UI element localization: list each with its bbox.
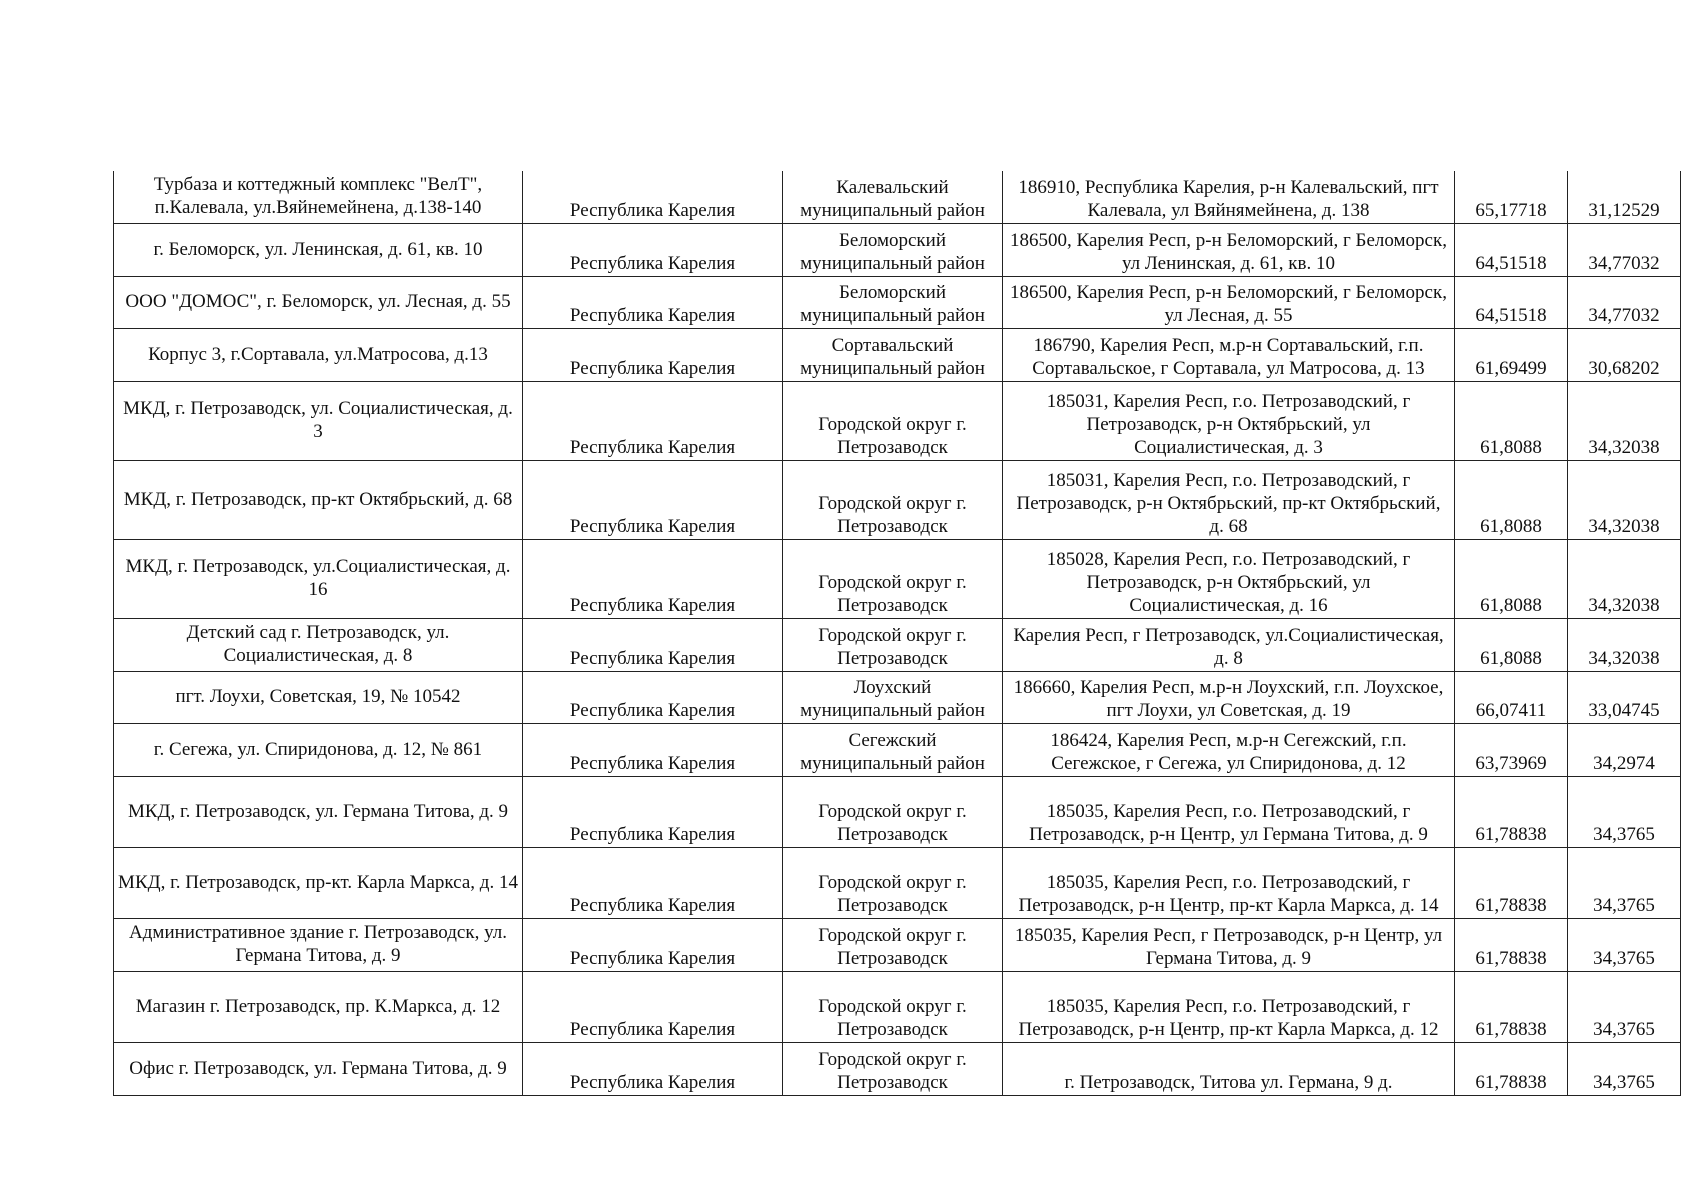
cell-address: 185031, Карелия Респ, г.о. Петрозаводский, г Петрозаводск, р-н Октябрьский, пр-кт Октябрьский, д. 68 xyxy=(1003,460,1455,539)
cell-region: Республика Карелия xyxy=(523,1042,783,1095)
cell-object-name: пгт. Лоухи, Советская, 19, № 10542 xyxy=(114,671,523,723)
cell-address: г. Петрозаводск, Титова ул. Германа, 9 д. xyxy=(1003,1042,1455,1095)
cell-address: 185031, Карелия Респ, г.о. Петрозаводский, г Петрозаводск, р-н Октябрьский, ул Социалистическая, д. 3 xyxy=(1003,381,1455,460)
cell-address: 185035, Карелия Респ, г.о. Петрозаводский, г Петрозаводск, р-н Центр, ул Германа Титова, д. 9 xyxy=(1003,776,1455,847)
cell-latitude: 61,69499 xyxy=(1455,328,1568,381)
cell-object-name: МКД, г. Петрозаводск, ул. Социалистическая, д. 3 xyxy=(114,381,523,460)
table-row xyxy=(114,776,1681,847)
cell-latitude: 64,51518 xyxy=(1455,276,1568,328)
cell-district: Городской округ г. Петрозаводск xyxy=(783,847,1003,918)
cell-district: Городской округ г. Петрозаводск xyxy=(783,1042,1003,1095)
cell-longitude: 34,3765 xyxy=(1568,847,1681,918)
cell-region: Республика Карелия xyxy=(523,539,783,618)
table-row xyxy=(114,460,1681,539)
cell-latitude: 64,51518 xyxy=(1455,223,1568,276)
cell-district: Городской округ г. Петрозаводск xyxy=(783,539,1003,618)
cell-district: Сегежский муниципальный район xyxy=(783,723,1003,776)
table-row xyxy=(114,971,1681,1042)
cell-longitude: 34,3765 xyxy=(1568,1042,1681,1095)
cell-object-name: Административное здание г. Петрозаводск, ул. Германа Титова, д. 9 xyxy=(114,918,523,971)
cell-address: 185035, Карелия Респ, г Петрозаводск, р-н Центр, ул Германа Титова, д. 9 xyxy=(1003,918,1455,971)
cell-longitude: 34,32038 xyxy=(1568,381,1681,460)
cell-latitude: 65,17718 xyxy=(1455,171,1568,223)
cell-object-name: МКД, г. Петрозаводск, пр-кт. Карла Маркса, д. 14 xyxy=(114,847,523,918)
cell-region: Республика Карелия xyxy=(523,171,783,223)
table-row xyxy=(114,1042,1681,1095)
cell-object-name: г. Сегежа, ул. Спиридонова, д. 12, № 861 xyxy=(114,723,523,776)
cell-address: Карелия Респ, г Петрозаводск, ул.Социалистическая, д. 8 xyxy=(1003,618,1455,671)
cell-region: Республика Карелия xyxy=(523,671,783,723)
cell-district: Калевальский муниципальный район xyxy=(783,171,1003,223)
cell-latitude: 61,78838 xyxy=(1455,971,1568,1042)
cell-longitude: 34,3765 xyxy=(1568,971,1681,1042)
cell-object-name: МКД, г. Петрозаводск, ул.Социалистическая, д. 16 xyxy=(114,539,523,618)
cell-longitude: 33,04745 xyxy=(1568,671,1681,723)
table-row xyxy=(114,671,1681,723)
table-row xyxy=(114,276,1681,328)
cell-latitude: 63,73969 xyxy=(1455,723,1568,776)
cell-region: Республика Карелия xyxy=(523,971,783,1042)
cell-region: Республика Карелия xyxy=(523,776,783,847)
cell-longitude: 34,3765 xyxy=(1568,776,1681,847)
cell-latitude: 66,07411 xyxy=(1455,671,1568,723)
cell-object-name: Магазин г. Петрозаводск, пр. К.Маркса, д. 12 xyxy=(114,971,523,1042)
cell-latitude: 61,78838 xyxy=(1455,776,1568,847)
cell-object-name: Корпус 3, г.Сортавала, ул.Матросова, д.13 xyxy=(114,328,523,381)
cell-latitude: 61,8088 xyxy=(1455,381,1568,460)
cell-longitude: 34,3765 xyxy=(1568,918,1681,971)
cell-object-name: МКД, г. Петрозаводск, пр-кт Октябрьский, д. 68 xyxy=(114,460,523,539)
table-body xyxy=(114,171,1681,1095)
cell-latitude: 61,78838 xyxy=(1455,1042,1568,1095)
cell-region: Республика Карелия xyxy=(523,328,783,381)
cell-longitude: 34,77032 xyxy=(1568,276,1681,328)
cell-address: 186790, Карелия Респ, м.р-н Сортавальский, г.п. Сортавальское, г Сортавала, ул Матросова, д. 13 xyxy=(1003,328,1455,381)
cell-district: Городской округ г. Петрозаводск xyxy=(783,460,1003,539)
cell-district: Беломорский муниципальный район xyxy=(783,223,1003,276)
table-row xyxy=(114,381,1681,460)
cell-longitude: 31,12529 xyxy=(1568,171,1681,223)
cell-object-name: Детский сад г. Петрозаводск, ул. Социалистическая, д. 8 xyxy=(114,618,523,671)
cell-region: Республика Карелия xyxy=(523,276,783,328)
cell-district: Городской округ г. Петрозаводск xyxy=(783,618,1003,671)
cell-longitude: 34,32038 xyxy=(1568,618,1681,671)
cell-longitude: 34,77032 xyxy=(1568,223,1681,276)
cell-region: Республика Карелия xyxy=(523,847,783,918)
table-row xyxy=(114,847,1681,918)
table-row xyxy=(114,223,1681,276)
cell-longitude: 34,32038 xyxy=(1568,460,1681,539)
cell-district: Городской округ г. Петрозаводск xyxy=(783,971,1003,1042)
cell-district: Лоухский муниципальный район xyxy=(783,671,1003,723)
cell-address: 186910, Республика Карелия, р-н Калевальский, пгт Калевала, ул Вяйнямейнена, д. 138 xyxy=(1003,171,1455,223)
cell-latitude: 61,8088 xyxy=(1455,460,1568,539)
cell-district: Городской округ г. Петрозаводск xyxy=(783,381,1003,460)
cell-object-name: МКД, г. Петрозаводск, ул. Германа Титова, д. 9 xyxy=(114,776,523,847)
cell-address: 185028, Карелия Респ, г.о. Петрозаводский, г Петрозаводск, р-н Октябрьский, ул Социалистическая, д. 16 xyxy=(1003,539,1455,618)
cell-region: Республика Карелия xyxy=(523,723,783,776)
cell-address: 186500, Карелия Респ, р-н Беломорский, г Беломорск, ул Ленинская, д. 61, кв. 10 xyxy=(1003,223,1455,276)
cell-latitude: 61,8088 xyxy=(1455,539,1568,618)
locations-table xyxy=(113,171,1681,1096)
cell-object-name: Офис г. Петрозаводск, ул. Германа Титова, д. 9 xyxy=(114,1042,523,1095)
table-row xyxy=(114,918,1681,971)
cell-district: Городской округ г. Петрозаводск xyxy=(783,776,1003,847)
cell-address: 186660, Карелия Респ, м.р-н Лоухский, г.п. Лоухское, пгт Лоухи, ул Советская, д. 19 xyxy=(1003,671,1455,723)
cell-address: 186424, Карелия Респ, м.р-н Сегежский, г.п. Сегежское, г Сегежа, ул Спиридонова, д. 12 xyxy=(1003,723,1455,776)
cell-longitude: 34,2974 xyxy=(1568,723,1681,776)
cell-region: Республика Карелия xyxy=(523,918,783,971)
table-row xyxy=(114,328,1681,381)
cell-district: Беломорский муниципальный район xyxy=(783,276,1003,328)
table-row xyxy=(114,618,1681,671)
cell-object-name: ООО "ДОМОС", г. Беломорск, ул. Лесная, д. 55 xyxy=(114,276,523,328)
cell-address: 185035, Карелия Респ, г.о. Петрозаводский, г Петрозаводск, р-н Центр, пр-кт Карла Маркса, д. 12 xyxy=(1003,971,1455,1042)
cell-district: Городской округ г. Петрозаводск xyxy=(783,918,1003,971)
cell-region: Республика Карелия xyxy=(523,618,783,671)
cell-address: 185035, Карелия Респ, г.о. Петрозаводский, г Петрозаводск, р-н Центр, пр-кт Карла Маркса, д. 14 xyxy=(1003,847,1455,918)
table-row xyxy=(114,171,1681,223)
cell-object-name: г. Беломорск, ул. Ленинская, д. 61, кв. 10 xyxy=(114,223,523,276)
cell-region: Республика Карелия xyxy=(523,381,783,460)
table-row xyxy=(114,723,1681,776)
cell-latitude: 61,78838 xyxy=(1455,847,1568,918)
cell-address: 186500, Карелия Респ, р-н Беломорский, г Беломорск, ул Лесная, д. 55 xyxy=(1003,276,1455,328)
cell-region: Республика Карелия xyxy=(523,223,783,276)
cell-region: Республика Карелия xyxy=(523,460,783,539)
cell-longitude: 30,68202 xyxy=(1568,328,1681,381)
cell-object-name: Турбаза и коттеджный комплекс "ВелТ", п.Калевала, ул.Вяйнемейнена, д.138-140 xyxy=(114,171,523,223)
cell-latitude: 61,8088 xyxy=(1455,618,1568,671)
cell-latitude: 61,78838 xyxy=(1455,918,1568,971)
cell-longitude: 34,32038 xyxy=(1568,539,1681,618)
table-row xyxy=(114,539,1681,618)
cell-district: Сортавальский муниципальный район xyxy=(783,328,1003,381)
